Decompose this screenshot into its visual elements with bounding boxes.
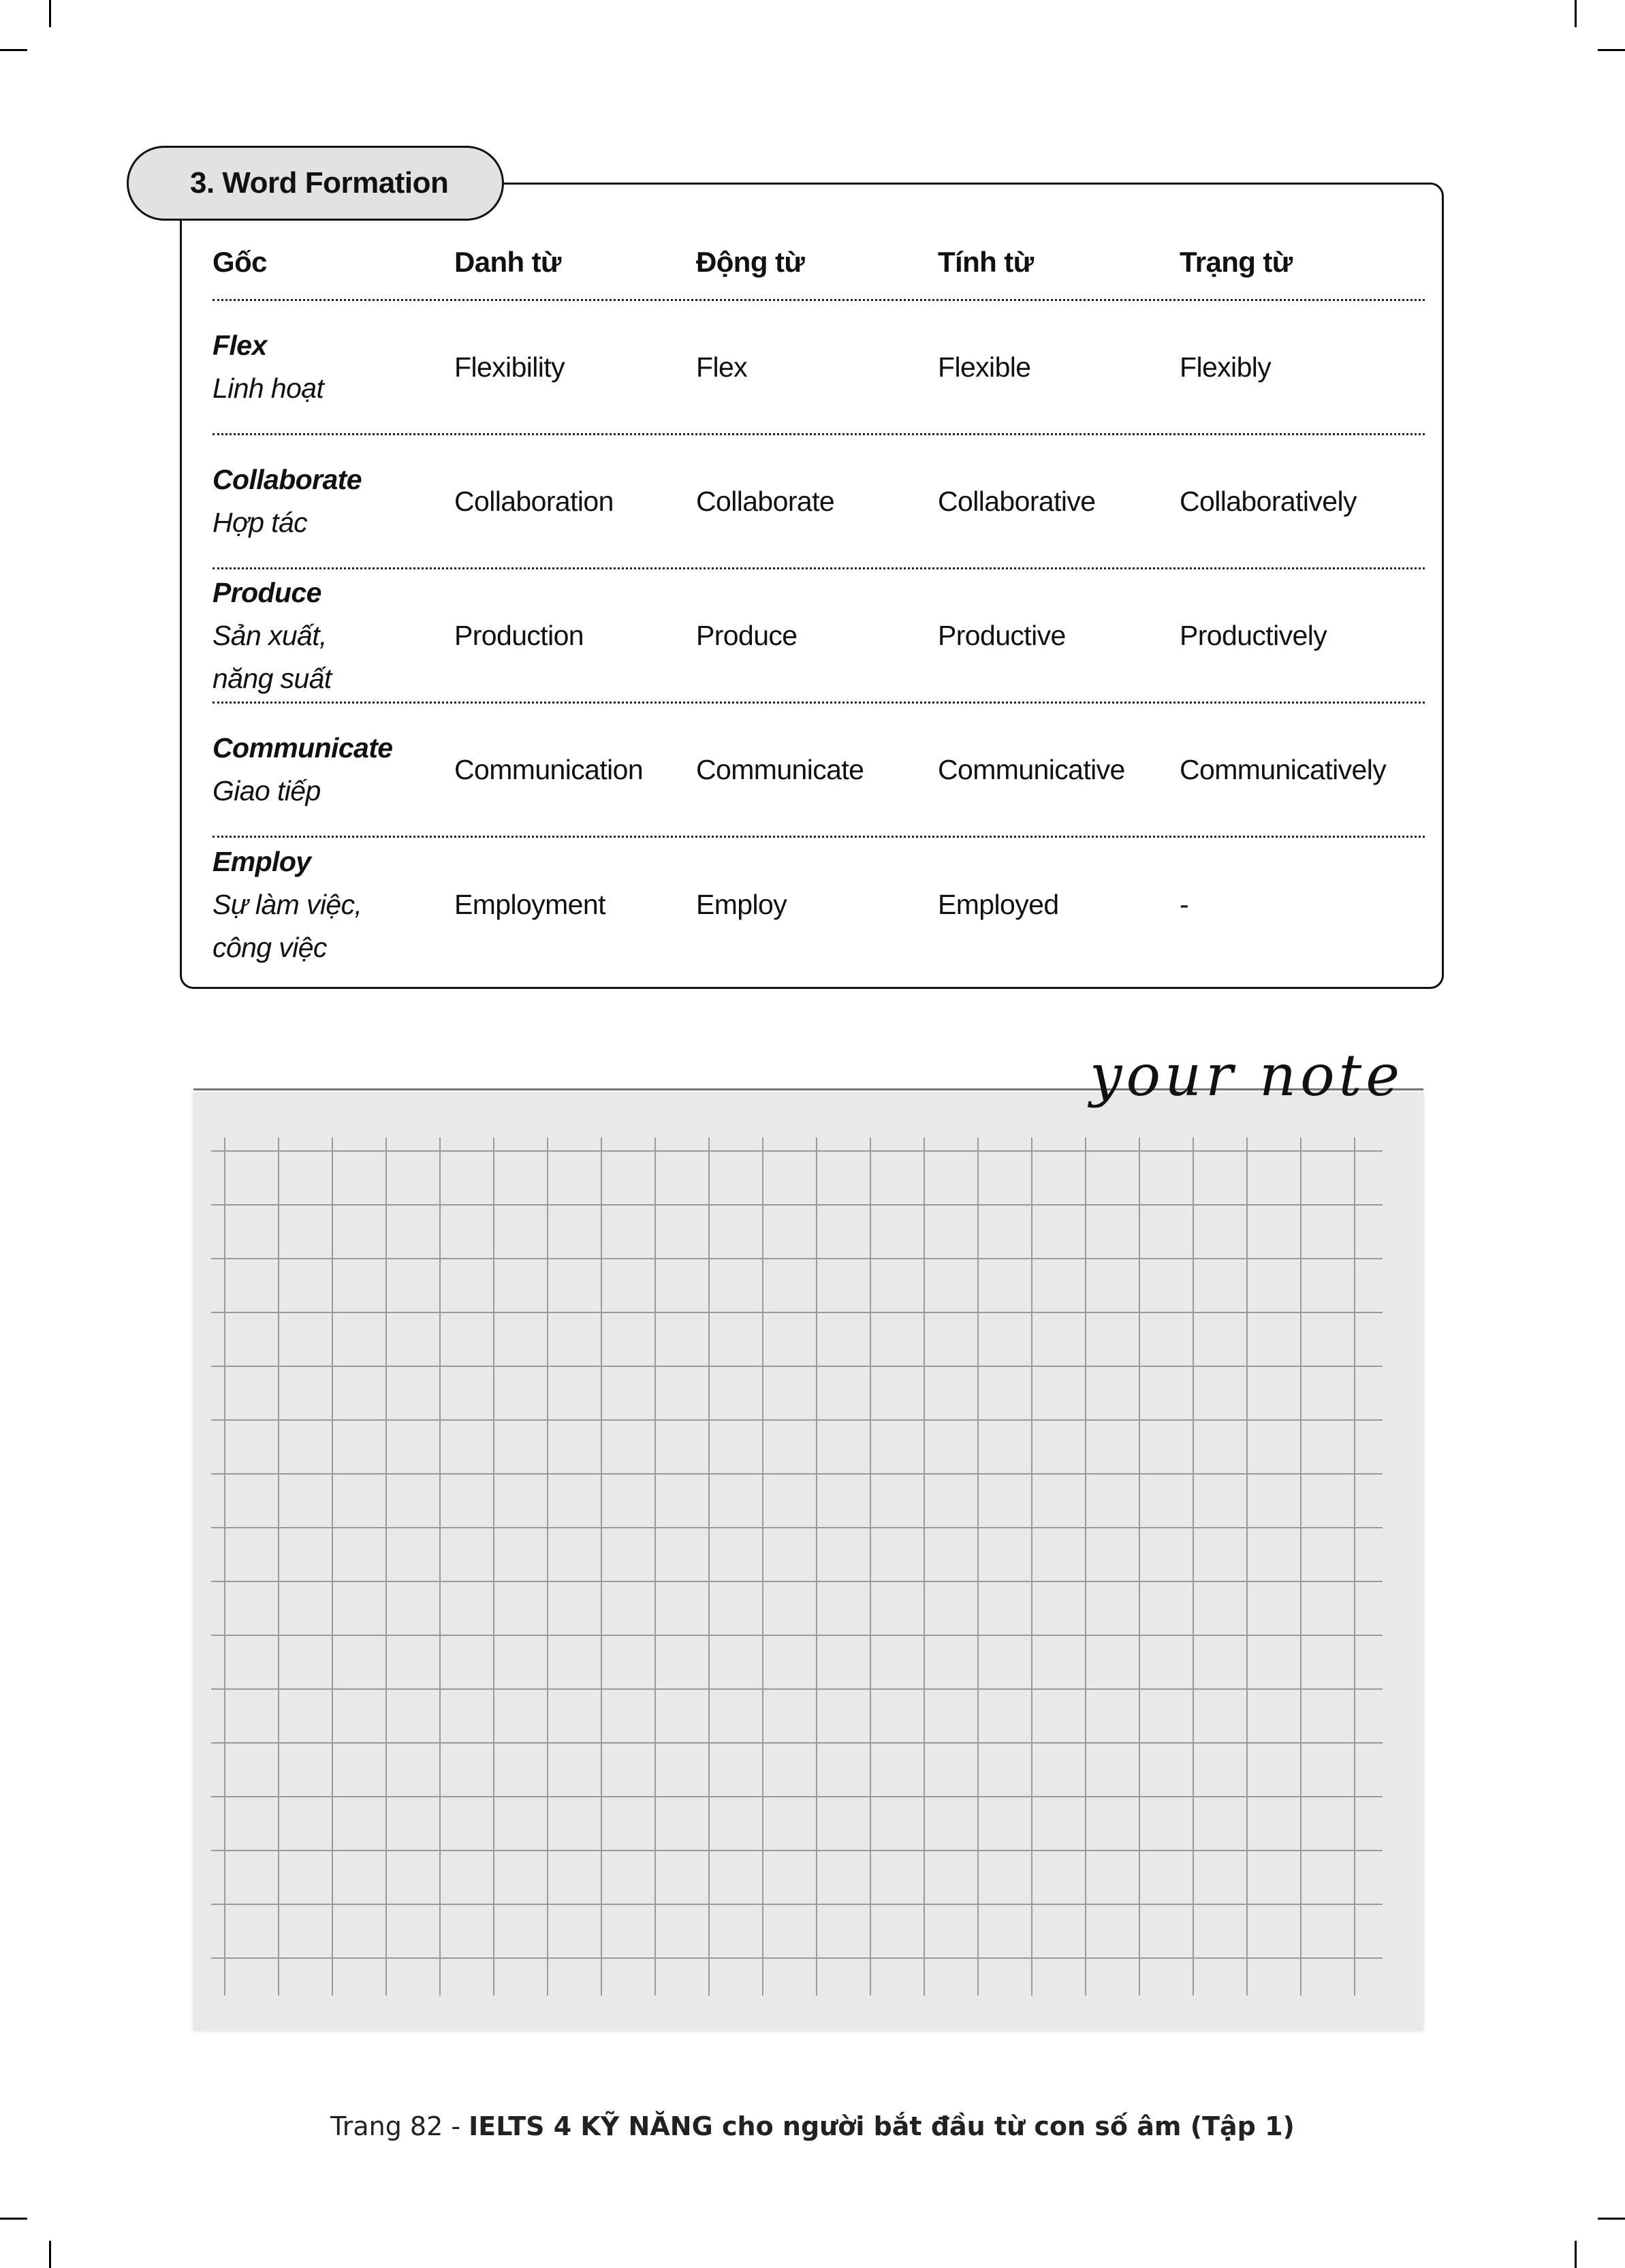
word-formation-table <box>212 225 1425 972</box>
section-title: 3. Word Formation <box>127 146 504 221</box>
verb-cell: Flex <box>696 351 748 383</box>
crop-mark <box>1598 49 1625 51</box>
table-row <box>212 569 1425 704</box>
root-cell <box>212 727 454 813</box>
header-adverb: Trạng từ <box>1180 246 1293 278</box>
root-meaning: Linh hoạt <box>212 373 324 404</box>
root-cell <box>212 458 454 544</box>
footer-book-title: IELTS 4 KỸ NĂNG cho người bắt đầu từ con số âm (Tập 1) <box>469 2111 1295 2141</box>
root-meaning: Sự làm việc, công việc <box>212 889 362 963</box>
table-header-row <box>212 225 1425 301</box>
table-row <box>212 301 1425 435</box>
root-word: Collaborate <box>212 464 362 495</box>
note-title <box>1083 1022 1417 1144</box>
noun-cell: Communication <box>454 753 644 785</box>
adjective-cell: Productive <box>938 619 1066 651</box>
page-footer <box>0 2111 1625 2141</box>
adjective-cell: Employed <box>938 889 1059 920</box>
root-meaning: Sản xuất, năng suất <box>212 619 332 694</box>
noun-cell: Production <box>454 619 584 651</box>
noun-cell: Flexibility <box>454 351 565 383</box>
verb-cell: Employ <box>696 889 787 920</box>
root-meaning: Giao tiếp <box>212 775 321 806</box>
footer-page-number: Trang 82 - <box>330 2111 469 2141</box>
verb-cell: Communicate <box>696 753 864 785</box>
root-cell <box>212 571 454 700</box>
root-word: Communicate <box>212 732 393 763</box>
adverb-cell: Collaboratively <box>1180 485 1357 517</box>
note-grid <box>198 1124 1396 2009</box>
adverb-cell: Communicatively <box>1180 753 1387 785</box>
crop-mark <box>49 2241 51 2268</box>
root-cell <box>212 840 454 969</box>
adverb-cell: - <box>1180 889 1189 920</box>
adjective-cell: Flexible <box>938 351 1031 383</box>
header-noun: Danh từ <box>454 246 561 278</box>
crop-mark <box>0 49 27 51</box>
adjective-cell: Communicative <box>938 753 1125 785</box>
root-word: Flex <box>212 330 267 361</box>
noun-cell: Employment <box>454 889 605 920</box>
root-cell <box>212 324 454 410</box>
crop-mark <box>1598 2218 1625 2220</box>
header-root: Gốc <box>212 246 267 278</box>
crop-mark <box>1575 0 1577 27</box>
crop-mark <box>0 2218 27 2220</box>
adverb-cell: Flexibly <box>1180 351 1272 383</box>
noun-cell: Collaboration <box>454 485 614 517</box>
crop-mark <box>49 0 51 27</box>
adjective-cell: Collaborative <box>938 485 1096 517</box>
table-row <box>212 704 1425 838</box>
table-row <box>212 838 1425 972</box>
note-title-text: your note <box>1090 1042 1404 1109</box>
root-meaning: Hợp tác <box>212 507 308 538</box>
verb-cell: Produce <box>696 619 798 651</box>
verb-cell: Collaborate <box>696 485 835 517</box>
table-row <box>212 435 1425 569</box>
root-word: Produce <box>212 576 321 608</box>
crop-mark <box>1575 2241 1577 2268</box>
adverb-cell: Productively <box>1180 619 1327 651</box>
header-verb: Động từ <box>696 246 805 278</box>
root-word: Employ <box>212 846 311 877</box>
header-adjective: Tính từ <box>938 246 1034 278</box>
